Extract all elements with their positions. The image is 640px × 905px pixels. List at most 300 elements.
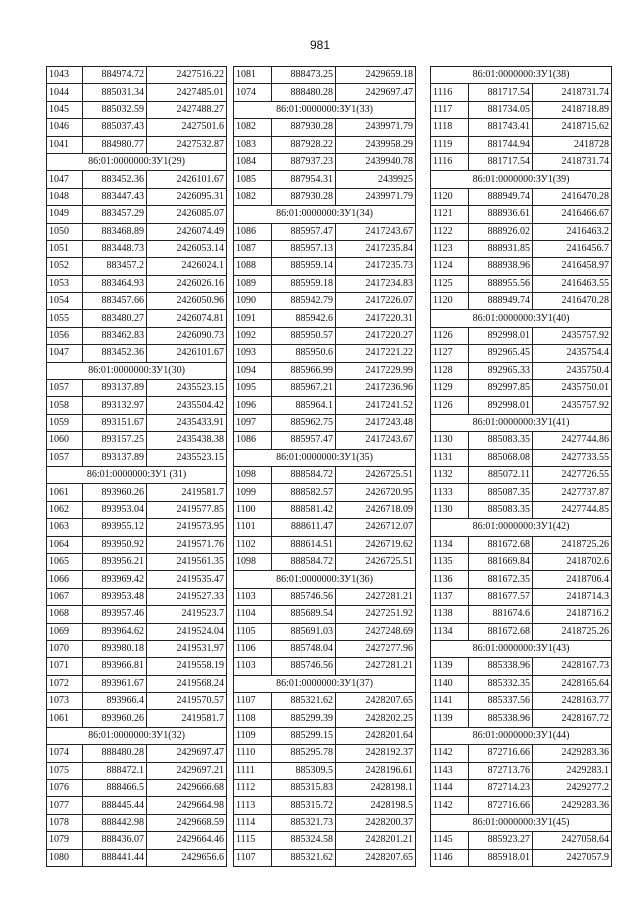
point-number-cell: 1128 <box>431 362 469 379</box>
x-coordinate-cell: 892998.01 <box>469 397 533 414</box>
point-number-cell: 1085 <box>234 171 272 188</box>
x-coordinate-cell: 885748.04 <box>272 640 336 657</box>
point-number-cell: 1091 <box>234 310 272 327</box>
y-coordinate-cell: 2419527.33 <box>147 588 227 605</box>
coordinate-row <box>47 327 227 344</box>
y-coordinate-cell: 2435754.4 <box>533 345 612 362</box>
point-number-cell: 1115 <box>234 832 272 849</box>
coordinate-row <box>431 119 612 136</box>
coordinate-row <box>234 432 416 449</box>
point-number-cell: 1141 <box>431 693 469 710</box>
point-number-cell: 1047 <box>47 345 83 362</box>
parcel-header-row <box>431 814 612 831</box>
x-coordinate-cell: 888611.47 <box>272 519 336 536</box>
coordinate-row <box>47 501 227 518</box>
y-coordinate-cell: 2418731.74 <box>533 84 612 101</box>
point-number-cell: 1092 <box>234 327 272 344</box>
y-coordinate-cell: 2418725.26 <box>533 536 612 553</box>
point-number-cell: 1109 <box>234 727 272 744</box>
x-coordinate-cell: 885691.03 <box>272 623 336 640</box>
x-coordinate-cell: 872716.66 <box>469 797 533 814</box>
coordinate-row <box>47 275 227 292</box>
coordinate-row <box>431 553 612 570</box>
y-coordinate-cell: 2427277.96 <box>336 640 416 657</box>
x-coordinate-cell: 888445.44 <box>83 797 147 814</box>
y-coordinate-cell: 2428201.21 <box>336 832 416 849</box>
x-coordinate-cell: 892998.01 <box>469 327 533 344</box>
y-coordinate-cell: 2435757.92 <box>533 327 612 344</box>
coordinate-row <box>431 345 612 362</box>
point-number-cell: 1081 <box>234 67 272 84</box>
x-coordinate-cell: 885321.73 <box>272 814 336 831</box>
point-number-cell: 1068 <box>47 606 83 623</box>
x-coordinate-cell: 885950.57 <box>272 327 336 344</box>
y-coordinate-cell: 2417234.83 <box>336 275 416 292</box>
x-coordinate-cell: 872713.76 <box>469 762 533 779</box>
x-coordinate-cell: 881677.57 <box>469 588 533 605</box>
coordinate-row <box>234 536 416 553</box>
x-coordinate-cell: 883464.93 <box>83 275 147 292</box>
x-coordinate-cell: 893950.92 <box>83 536 147 553</box>
point-number-cell: 1110 <box>234 745 272 762</box>
x-coordinate-cell: 887928.22 <box>272 136 336 153</box>
y-coordinate-cell: 2427501.6 <box>147 119 227 136</box>
x-coordinate-cell: 893980.18 <box>83 640 147 657</box>
coordinate-row <box>431 84 612 101</box>
point-number-cell: 1093 <box>234 345 272 362</box>
coordinate-row <box>234 258 416 275</box>
coordinate-row <box>234 780 416 797</box>
coordinate-row <box>431 101 612 118</box>
y-coordinate-cell: 2426095.31 <box>147 188 227 205</box>
x-coordinate-cell: 885957.47 <box>272 432 336 449</box>
coordinate-row <box>234 832 416 849</box>
coordinate-row <box>234 84 416 101</box>
point-number-cell: 1122 <box>431 223 469 240</box>
coordinate-row <box>431 536 612 553</box>
y-coordinate-cell: 2427744.86 <box>533 432 612 449</box>
point-number-cell: 1138 <box>431 606 469 623</box>
point-number-cell: 1086 <box>234 432 272 449</box>
coordinate-row <box>431 623 612 640</box>
x-coordinate-cell: 888581.42 <box>272 501 336 518</box>
y-coordinate-cell: 2429659.18 <box>336 67 416 84</box>
coordinate-row <box>234 380 416 397</box>
x-coordinate-cell: 881743.41 <box>469 119 533 136</box>
x-coordinate-cell: 885083.35 <box>469 501 533 518</box>
point-number-cell: 1061 <box>47 710 83 727</box>
x-coordinate-cell: 885957.47 <box>272 223 336 240</box>
coordinate-row <box>234 240 416 257</box>
y-coordinate-cell: 2429283.1 <box>533 762 612 779</box>
point-number-cell: 1142 <box>431 745 469 762</box>
coordinate-row <box>47 797 227 814</box>
point-number-cell: 1106 <box>234 640 272 657</box>
coordinate-row <box>47 484 227 501</box>
coordinate-row <box>431 588 612 605</box>
point-number-cell: 1088 <box>234 258 272 275</box>
y-coordinate-cell: 2426719.62 <box>336 536 416 553</box>
y-coordinate-cell: 2416470.28 <box>533 293 612 310</box>
x-coordinate-cell: 885338.96 <box>469 658 533 675</box>
y-coordinate-cell: 2439958.29 <box>336 136 416 153</box>
y-coordinate-cell: 2428196.61 <box>336 762 416 779</box>
parcel-header-row <box>431 171 612 188</box>
point-number-cell: 1069 <box>47 623 83 640</box>
point-number-cell: 1125 <box>431 275 469 292</box>
y-coordinate-cell: 2429664.98 <box>147 797 227 814</box>
point-number-cell: 1087 <box>234 240 272 257</box>
x-coordinate-cell: 881734.05 <box>469 101 533 118</box>
x-coordinate-cell: 885068.08 <box>469 449 533 466</box>
y-coordinate-cell: 2429697.47 <box>147 745 227 762</box>
x-coordinate-cell: 885072.11 <box>469 466 533 483</box>
y-coordinate-cell: 2427733.55 <box>533 449 612 466</box>
x-coordinate-cell: 885746.56 <box>272 588 336 605</box>
coordinate-table-middle <box>233 66 415 867</box>
coordinate-row <box>431 501 612 518</box>
x-coordinate-cell: 885337.56 <box>469 693 533 710</box>
coordinate-row <box>234 797 416 814</box>
point-number-cell: 1146 <box>431 849 469 866</box>
y-coordinate-cell: 2419561.35 <box>147 553 227 570</box>
x-coordinate-cell: 885083.35 <box>469 432 533 449</box>
point-number-cell: 1047 <box>47 171 83 188</box>
coordinate-row <box>47 258 227 275</box>
page-number: 981 <box>309 38 331 52</box>
coordinate-row <box>47 136 227 153</box>
x-coordinate-cell: 888955.56 <box>469 275 533 292</box>
x-coordinate-cell: 881744.94 <box>469 136 533 153</box>
x-coordinate-cell: 883447.43 <box>83 188 147 205</box>
x-coordinate-cell: 887937.23 <box>272 153 336 170</box>
x-coordinate-cell: 893953.48 <box>83 588 147 605</box>
coordinate-row <box>234 171 416 188</box>
x-coordinate-cell: 888466.5 <box>83 780 147 797</box>
coordinate-row <box>234 606 416 623</box>
y-coordinate-cell: 2428200.37 <box>336 814 416 831</box>
point-number-cell: 1084 <box>234 153 272 170</box>
point-number-cell: 1124 <box>431 258 469 275</box>
x-coordinate-cell: 885295.78 <box>272 745 336 762</box>
y-coordinate-cell: 2435750.4 <box>533 362 612 379</box>
x-coordinate-cell: 885966.99 <box>272 362 336 379</box>
coordinate-row <box>431 466 612 483</box>
x-coordinate-cell: 885332.35 <box>469 675 533 692</box>
y-coordinate-cell: 2419531.97 <box>147 640 227 657</box>
x-coordinate-cell: 888926.02 <box>469 223 533 240</box>
coordinate-row <box>234 484 416 501</box>
parcel-header-row <box>234 675 416 692</box>
point-number-cell: 1119 <box>431 136 469 153</box>
x-coordinate-cell: 888614.51 <box>272 536 336 553</box>
y-coordinate-cell: 2428202.25 <box>336 710 416 727</box>
coordinate-row <box>431 362 612 379</box>
point-number-cell: 1111 <box>234 762 272 779</box>
coordinate-row <box>47 675 227 692</box>
x-coordinate-cell: 887930.28 <box>272 188 336 205</box>
x-coordinate-cell: 888442.98 <box>83 814 147 831</box>
y-coordinate-cell: 2429668.59 <box>147 814 227 831</box>
coordinate-row <box>234 275 416 292</box>
x-coordinate-cell: 888436.07 <box>83 832 147 849</box>
coordinate-row <box>234 67 416 84</box>
coordinate-row <box>431 449 612 466</box>
x-coordinate-cell: 883457.2 <box>83 258 147 275</box>
coordinate-row <box>431 658 612 675</box>
point-number-cell: 1077 <box>47 797 83 814</box>
y-coordinate-cell: 2435438.38 <box>147 432 227 449</box>
y-coordinate-cell: 2426725.51 <box>336 466 416 483</box>
coordinate-row <box>47 553 227 570</box>
point-number-cell: 1107 <box>234 693 272 710</box>
y-coordinate-cell: 2439971.79 <box>336 119 416 136</box>
coordinate-row <box>431 188 612 205</box>
y-coordinate-cell: 2429283.36 <box>533 797 612 814</box>
x-coordinate-cell: 885923.27 <box>469 832 533 849</box>
coordinate-row <box>431 153 612 170</box>
coordinate-row <box>234 693 416 710</box>
coordinate-row <box>234 293 416 310</box>
coordinate-row <box>47 188 227 205</box>
coordinate-row <box>234 588 416 605</box>
point-number-cell: 1078 <box>47 814 83 831</box>
point-number-cell: 1120 <box>431 188 469 205</box>
y-coordinate-cell: 2416463.2 <box>533 223 612 240</box>
y-coordinate-cell: 2439925 <box>336 171 416 188</box>
y-coordinate-cell: 2419573.95 <box>147 519 227 536</box>
point-number-cell: 1126 <box>431 327 469 344</box>
point-number-cell: 1143 <box>431 762 469 779</box>
y-coordinate-cell: 2419523.7 <box>147 606 227 623</box>
coordinate-row <box>234 345 416 362</box>
point-number-cell: 1096 <box>234 397 272 414</box>
coordinate-row <box>234 397 416 414</box>
x-coordinate-cell: 883452.36 <box>83 171 147 188</box>
y-coordinate-cell: 2418715.62 <box>533 119 612 136</box>
coordinate-row <box>431 797 612 814</box>
x-coordinate-cell: 881717.54 <box>469 153 533 170</box>
coordinate-row <box>234 362 416 379</box>
y-coordinate-cell: 2435433.91 <box>147 414 227 431</box>
parcel-header-row <box>234 101 416 118</box>
x-coordinate-cell: 893955.12 <box>83 519 147 536</box>
y-coordinate-cell: 2416456.7 <box>533 240 612 257</box>
x-coordinate-cell: 887930.28 <box>272 119 336 136</box>
x-coordinate-cell: 881717.54 <box>469 84 533 101</box>
parcel-cadastral-number: 86:01:0000000:ЗУ1(40) <box>431 310 612 327</box>
x-coordinate-cell: 893960.26 <box>83 484 147 501</box>
coordinate-row <box>47 832 227 849</box>
point-number-cell: 1121 <box>431 206 469 223</box>
parcel-cadastral-number: 86:01:0000000:ЗУ1(38) <box>431 67 612 84</box>
point-number-cell: 1054 <box>47 293 83 310</box>
y-coordinate-cell: 2426026.16 <box>147 275 227 292</box>
coordinate-row <box>47 119 227 136</box>
x-coordinate-cell: 888949.74 <box>469 188 533 205</box>
y-coordinate-cell: 2435523.15 <box>147 380 227 397</box>
coordinate-row <box>234 327 416 344</box>
x-coordinate-cell: 893132.97 <box>83 397 147 414</box>
x-coordinate-cell: 885957.13 <box>272 240 336 257</box>
coordinate-row <box>431 606 612 623</box>
y-coordinate-cell: 2427516.22 <box>147 67 227 84</box>
coordinate-row <box>234 762 416 779</box>
y-coordinate-cell: 2439971.79 <box>336 188 416 205</box>
x-coordinate-cell: 893969.42 <box>83 571 147 588</box>
y-coordinate-cell: 2435523.15 <box>147 449 227 466</box>
point-number-cell: 1056 <box>47 327 83 344</box>
point-number-cell: 1095 <box>234 380 272 397</box>
point-number-cell: 1129 <box>431 380 469 397</box>
coordinate-row <box>431 293 612 310</box>
coordinate-row <box>47 240 227 257</box>
x-coordinate-cell: 888441.44 <box>83 849 147 866</box>
point-number-cell: 1041 <box>47 136 83 153</box>
coordinate-row <box>234 136 416 153</box>
coordinate-row <box>431 380 612 397</box>
parcel-cadastral-number: 86:01:0000000:ЗУ1(34) <box>234 206 416 223</box>
x-coordinate-cell: 887954.31 <box>272 171 336 188</box>
coordinate-row <box>234 501 416 518</box>
point-number-cell: 1071 <box>47 658 83 675</box>
y-coordinate-cell: 2427251.92 <box>336 606 416 623</box>
y-coordinate-cell: 2419568.24 <box>147 675 227 692</box>
point-number-cell: 1055 <box>47 310 83 327</box>
y-coordinate-cell: 2418725.26 <box>533 623 612 640</box>
x-coordinate-cell: 888480.28 <box>83 745 147 762</box>
coordinate-row <box>47 206 227 223</box>
point-number-cell: 1104 <box>234 606 272 623</box>
point-number-cell: 1046 <box>47 119 83 136</box>
point-number-cell: 1137 <box>431 588 469 605</box>
x-coordinate-cell: 888472.1 <box>83 762 147 779</box>
parcel-header-row <box>234 449 416 466</box>
x-coordinate-cell: 885942.6 <box>272 310 336 327</box>
point-number-cell: 1072 <box>47 675 83 692</box>
coordinate-row <box>234 466 416 483</box>
y-coordinate-cell: 2418714.3 <box>533 588 612 605</box>
coordinate-row <box>431 484 612 501</box>
y-coordinate-cell: 2419524.04 <box>147 623 227 640</box>
y-coordinate-cell: 2427248.69 <box>336 623 416 640</box>
x-coordinate-cell: 893966.81 <box>83 658 147 675</box>
x-coordinate-cell: 885299.15 <box>272 727 336 744</box>
parcel-header-row <box>431 519 612 536</box>
y-coordinate-cell: 2428198.1 <box>336 780 416 797</box>
coordinate-row <box>47 449 227 466</box>
y-coordinate-cell: 2426712.07 <box>336 519 416 536</box>
parcel-cadastral-number: 86:01:0000000:ЗУ1(35) <box>234 449 416 466</box>
x-coordinate-cell: 885746.56 <box>272 658 336 675</box>
parcel-header-row <box>431 414 612 431</box>
point-number-cell: 1098 <box>234 553 272 570</box>
point-number-cell: 1117 <box>431 101 469 118</box>
point-number-cell: 1074 <box>47 745 83 762</box>
point-number-cell: 1066 <box>47 571 83 588</box>
y-coordinate-cell: 2418716.2 <box>533 606 612 623</box>
y-coordinate-cell: 2417235.84 <box>336 240 416 257</box>
point-number-cell: 1130 <box>431 432 469 449</box>
x-coordinate-cell: 884974.72 <box>83 67 147 84</box>
point-number-cell: 1082 <box>234 119 272 136</box>
y-coordinate-cell: 2426074.49 <box>147 223 227 240</box>
point-number-cell: 1064 <box>47 536 83 553</box>
point-number-cell: 1113 <box>234 797 272 814</box>
y-coordinate-cell: 2419581.7 <box>147 710 227 727</box>
y-coordinate-cell: 2428207.65 <box>336 693 416 710</box>
coordinate-row <box>47 310 227 327</box>
x-coordinate-cell: 885959.14 <box>272 258 336 275</box>
y-coordinate-cell: 2418731.74 <box>533 153 612 170</box>
y-coordinate-cell: 2427532.87 <box>147 136 227 153</box>
y-coordinate-cell: 2427744.85 <box>533 501 612 518</box>
parcel-cadastral-number: 86:01:0000000:ЗУ1(32) <box>47 727 227 744</box>
coordinate-row <box>234 710 416 727</box>
coordinate-row <box>234 727 416 744</box>
coordinate-row <box>47 171 227 188</box>
x-coordinate-cell: 885918.01 <box>469 849 533 866</box>
point-number-cell: 1053 <box>47 275 83 292</box>
x-coordinate-cell: 881669.84 <box>469 553 533 570</box>
point-number-cell: 1067 <box>47 588 83 605</box>
x-coordinate-cell: 893957.46 <box>83 606 147 623</box>
y-coordinate-cell: 2417229.99 <box>336 362 416 379</box>
parcel-header-row <box>431 640 612 657</box>
point-number-cell: 1075 <box>47 762 83 779</box>
y-coordinate-cell: 2417235.73 <box>336 258 416 275</box>
y-coordinate-cell: 2426725.51 <box>336 553 416 570</box>
x-coordinate-cell: 893966.4 <box>83 693 147 710</box>
point-number-cell: 1136 <box>431 571 469 588</box>
coordinate-row <box>47 623 227 640</box>
x-coordinate-cell: 883457.66 <box>83 293 147 310</box>
point-number-cell: 1079 <box>47 832 83 849</box>
y-coordinate-cell: 2426024.1 <box>147 258 227 275</box>
coordinate-row <box>47 693 227 710</box>
y-coordinate-cell: 2427488.27 <box>147 101 227 118</box>
parcel-header-row <box>431 67 612 84</box>
y-coordinate-cell: 2417243.48 <box>336 414 416 431</box>
y-coordinate-cell: 2419558.19 <box>147 658 227 675</box>
parcel-cadastral-number: 86:01:0000000:ЗУ1(37) <box>234 675 416 692</box>
coordinate-row <box>431 849 612 866</box>
coordinate-row <box>234 640 416 657</box>
point-number-cell: 1112 <box>234 780 272 797</box>
y-coordinate-cell: 2416470.28 <box>533 188 612 205</box>
point-number-cell: 1052 <box>47 258 83 275</box>
coordinate-row <box>234 414 416 431</box>
y-coordinate-cell: 2419535.47 <box>147 571 227 588</box>
coordinate-row <box>47 849 227 866</box>
coordinate-row <box>431 832 612 849</box>
y-coordinate-cell: 2428201.64 <box>336 727 416 744</box>
point-number-cell: 1089 <box>234 275 272 292</box>
point-number-cell: 1082 <box>234 188 272 205</box>
x-coordinate-cell: 893956.21 <box>83 553 147 570</box>
y-coordinate-cell: 2417226.07 <box>336 293 416 310</box>
coordinate-row <box>431 223 612 240</box>
y-coordinate-cell: 2416466.67 <box>533 206 612 223</box>
coordinate-row <box>234 223 416 240</box>
x-coordinate-cell: 885324.58 <box>272 832 336 849</box>
coordinate-row <box>47 588 227 605</box>
y-coordinate-cell: 2418728 <box>533 136 612 153</box>
y-coordinate-cell: 2428163.77 <box>533 693 612 710</box>
point-number-cell: 1120 <box>431 293 469 310</box>
coordinate-row <box>431 571 612 588</box>
x-coordinate-cell: 885087.35 <box>469 484 533 501</box>
